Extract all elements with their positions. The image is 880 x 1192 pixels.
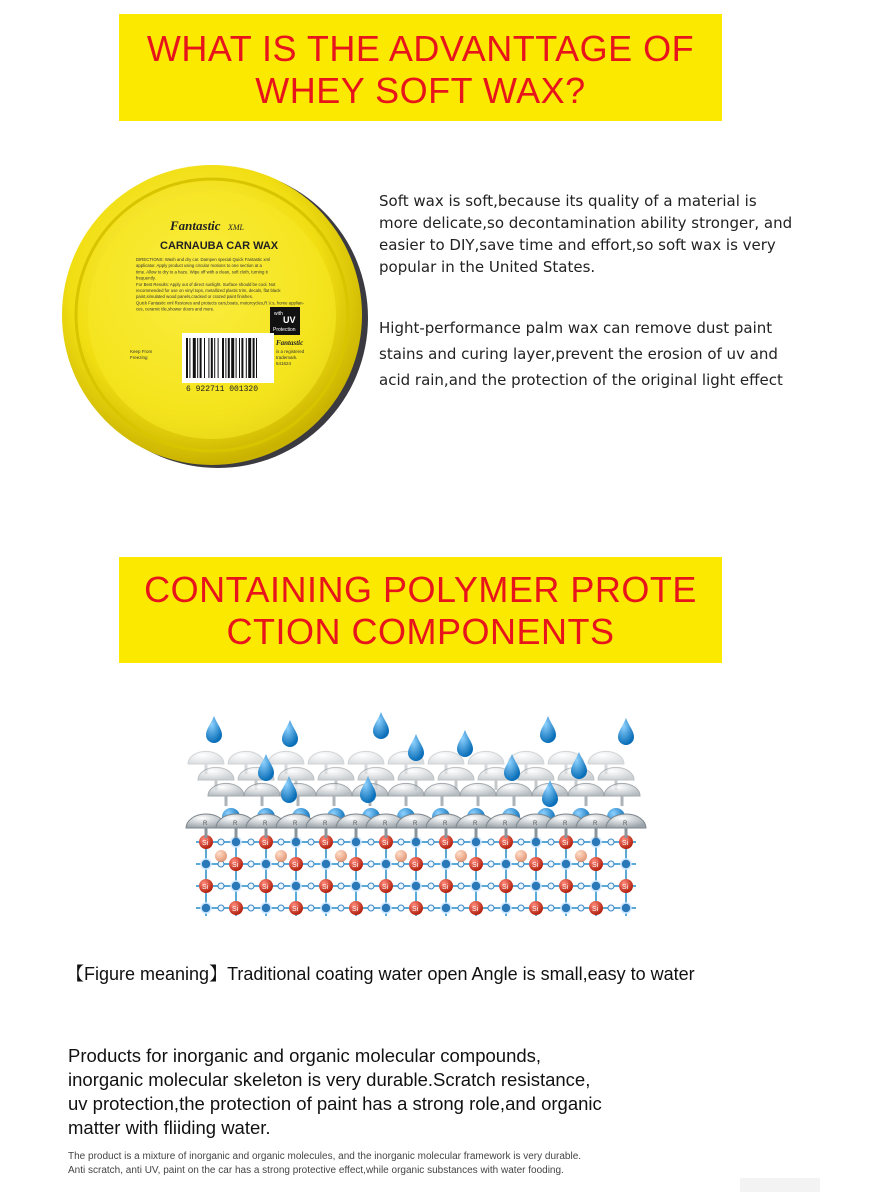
barcode-bar [189,338,190,378]
bond-node [608,883,614,889]
polymer-title-line-2: CTION COMPONENTS [226,611,615,652]
svg-text:R: R [233,821,238,827]
bond-node [218,839,224,845]
bond-node [578,883,584,889]
fine-print-line-2: Anti scratch, anti UV, paint on the car has a strong protective effect,while organic substances with water fooding. [68,1165,564,1176]
water-drop [373,712,389,739]
tin-label-line: time. Allow to dry to a haze. Wipe off with a clean, soft cloth, turning it [136,269,268,275]
figure-caption: 【Figure meaning】Traditional coating water open Angle is small,easy to water [66,964,695,984]
svg-text:Si: Si [382,840,389,847]
bond-node [368,839,374,845]
polymer-cap [208,783,244,806]
oxygen-atom [351,881,361,891]
organic-sphere [515,850,527,862]
oxygen-atom [381,859,391,869]
bond-node [398,905,404,911]
bond-node [338,839,344,845]
tin-product-name: CARNAUBA CAR WAX [160,240,279,252]
bond-node [488,905,494,911]
bond-node [488,839,494,845]
si-atom [469,857,483,871]
bond-node [248,905,254,911]
bond-node [218,883,224,889]
trademark-line-3: 641624 [276,361,292,366]
polymer-cap [568,783,604,806]
svg-text:Si: Si [622,884,629,891]
svg-text:R: R [503,821,508,827]
water-drop [408,734,424,761]
barcode-bar [239,338,240,378]
barcode-bar [246,338,247,378]
bond-node [578,905,584,911]
svg-text:Si: Si [322,840,329,847]
barcode-bar [193,338,196,378]
svg-text:R: R [203,821,208,827]
svg-text:R: R [323,821,328,827]
svg-text:R: R [383,821,388,827]
trademark-line-2: trademark. [276,355,298,360]
polymer-cap [606,814,646,838]
si-atom [589,901,603,915]
si-atom [499,879,513,893]
svg-text:R: R [443,821,448,827]
si-atom [379,879,393,893]
organic-sphere [215,850,227,862]
tin-label-line: ces, ceramic tile,shower doors and more. [136,306,215,312]
bond-node [548,905,554,911]
svg-text:Si: Si [382,884,389,891]
tin-label-line: paint,simulated wood panels,cracked or crazed paint finishes. [136,294,254,300]
bond-node [218,905,224,911]
organic-sphere [275,850,287,862]
barcode-bar [222,338,224,378]
barcode-bar [228,338,230,378]
bond-node [278,883,284,889]
water-drop [618,718,634,745]
si-atom [349,857,363,871]
si-atom [259,879,273,893]
oxygen-atom [471,881,481,891]
advantage-title-line-2: WHEY SOFT WAX? [255,70,586,111]
bond-node [248,861,254,867]
polymer-coating-diagram [176,712,666,927]
svg-text:Si: Si [562,840,569,847]
si-atom [229,857,243,871]
oxygen-atom [621,903,631,913]
bond-node [248,839,254,845]
oxygen-atom [201,859,211,869]
water-drop [540,716,556,743]
bond-node [518,883,524,889]
bond-node [248,883,254,889]
polymer-cap [244,783,280,806]
oxygen-atom [591,837,601,847]
barcode-bar [197,338,198,378]
barcode-bar [186,338,188,378]
polymer-cap [604,783,640,806]
uv-badge [270,307,300,335]
oxygen-atom [441,903,451,913]
svg-text:Si: Si [622,840,629,847]
bond-node [428,905,434,911]
fine-print [68,1150,828,1178]
svg-text:Si: Si [322,884,329,891]
products-description [68,1044,768,1140]
svg-text:Si: Si [472,906,479,913]
bond-node [548,839,554,845]
trademark-line-1: is a registered [276,349,305,354]
polymer-cap [316,783,352,806]
oxygen-atom [531,881,541,891]
bond-node [428,883,434,889]
svg-text:Si: Si [412,862,419,869]
products-line-1: Products for inorganic and organic molecular compounds, [68,1045,542,1066]
advantage-title-line-1: WHAT IS THE ADVANTTAGE OF [146,28,695,69]
si-atom [409,857,423,871]
svg-text:Si: Si [292,862,299,869]
bond-node [308,905,314,911]
svg-text:R: R [353,821,358,827]
water-drop [206,716,222,743]
svg-text:Si: Si [592,862,599,869]
tin-label-line: recommended for use on vinyl tops, metallized plastic trim, decals, flat black [136,288,281,293]
si-atom [469,901,483,915]
tin-label-line: Quick Fantastic xml Restores and protects cars,boats, motorcycles,R.V.s, home applian- [136,300,304,306]
svg-text:R: R [563,821,568,827]
bond-node [608,861,614,867]
oxygen-atom [501,859,511,869]
si-atom [589,857,603,871]
svg-text:R: R [473,821,478,827]
barcode-bar [236,338,237,378]
svg-text:Si: Si [442,840,449,847]
oxygen-atom [411,881,421,891]
fine-print-line-1: The product is a mixture of inorganic and organic molecules, and the inorganic molecular framework is very durable. [68,1151,582,1162]
tin-label-line: applicator. Apply product using circular motions to one section at a [136,263,262,269]
svg-text:Si: Si [412,906,419,913]
bond-node [368,883,374,889]
soft-wax-paragraph: Soft wax is soft,because its quality of a material is more delicate,so decontamination ability stronger, and easier to DIY,save time and effort,so soft wax is very popular in the United States. [379,192,793,276]
bond-node [338,883,344,889]
tin-label-line: For Best Results: Apply out of direct sunlight. Surface should be cool. Not [136,281,276,287]
products-line-2: inorganic molecular skeleton is very durable.Scratch resistance, [68,1069,591,1090]
polymer-cap [424,783,460,806]
water-drop [457,730,473,757]
bond-node [608,839,614,845]
si-atom [439,879,453,893]
svg-text:Si: Si [232,862,239,869]
svg-text:Si: Si [352,862,359,869]
si-atom [289,901,303,915]
bond-node [398,883,404,889]
bond-node [308,861,314,867]
svg-text:Si: Si [532,862,539,869]
si-atom [529,901,543,915]
tin-brand: Fantastic [170,218,221,233]
barcode-bar [214,338,215,378]
uv-badge-main: UV [283,315,296,325]
bond-node [278,839,284,845]
barcode-bar [204,338,205,378]
si-atom [199,879,213,893]
barcode-bar [231,338,234,378]
barcode-bar [218,338,219,378]
svg-text:Si: Si [352,906,359,913]
barcode-bar [253,338,255,378]
corner-shade [740,1178,820,1192]
bond-node [548,861,554,867]
oxygen-atom [381,903,391,913]
bond-node [368,905,374,911]
oxygen-atom [291,837,301,847]
si-atom [349,901,363,915]
tin-brand-suffix: XML [228,223,244,232]
polymer-title-banner [119,557,722,663]
barcode-bar [211,338,213,378]
oxygen-atom [231,837,241,847]
svg-text:R: R [263,821,268,827]
svg-text:Si: Si [262,840,269,847]
polymer-cap [496,783,532,806]
uv-badge-top: with [274,311,283,317]
svg-text:Si: Si [442,884,449,891]
svg-text:R: R [413,821,418,827]
oxygen-atom [291,881,301,891]
bond-node [488,883,494,889]
organic-sphere [455,850,467,862]
products-line-3: uv protection,the protection of paint has a strong role,and organic [68,1093,602,1114]
bond-node [458,883,464,889]
svg-text:Si: Si [472,862,479,869]
svg-text:R: R [623,821,628,827]
bond-node [608,905,614,911]
svg-text:R: R [293,821,298,827]
bond-node [338,905,344,911]
palm-wax-paragraph: Hight-performance palm wax can remove dust paint stains and curing layer,prevent the erosion of uv and acid rain,and the protection of the original light effect [379,319,783,389]
si-atom [229,901,243,915]
svg-text:R: R [533,821,538,827]
svg-text:Fantastic: Fantastic [276,339,304,347]
barcode-bar [256,338,257,378]
barcode-bar [225,338,226,378]
barcode-bar [208,338,209,378]
si-atom [529,857,543,871]
bond-node [518,839,524,845]
small-brand-mark [276,339,303,347]
bond-node [458,839,464,845]
bond-node [368,861,374,867]
oxygen-atom [201,903,211,913]
polymer-cap [388,783,424,806]
svg-text:Si: Si [202,884,209,891]
svg-text:R: R [593,821,598,827]
oxygen-atom [561,903,571,913]
bond-node [308,839,314,845]
oxygen-atom [441,859,451,869]
bond-node [488,861,494,867]
organic-sphere [335,850,347,862]
bond-node [458,905,464,911]
barcode-bar [200,338,202,378]
svg-text:Si: Si [292,906,299,913]
svg-text:Si: Si [232,906,239,913]
svg-text:Si: Si [532,906,539,913]
oxygen-atom [321,859,331,869]
uv-badge-sub: Protection [273,327,296,333]
water-drop [282,720,298,747]
oxygen-atom [321,903,331,913]
svg-text:Si: Si [502,840,509,847]
oxygen-atom [261,903,271,913]
tin-keep-from: Keep From [130,349,153,354]
bond-node [518,905,524,911]
bond-node [428,861,434,867]
oxygen-atom [501,903,511,913]
oxygen-atom [411,837,421,847]
bond-node [278,905,284,911]
tin-label-line: frequently. [136,275,156,281]
si-atom [559,879,573,893]
si-atom [619,879,633,893]
svg-text:Si: Si [562,884,569,891]
tin-freezing: Freezing [130,355,148,360]
si-atom [289,857,303,871]
barcode-number: 6 922711 001320 [186,385,259,394]
oxygen-atom [621,859,631,869]
oxygen-atom [471,837,481,847]
organic-sphere [575,850,587,862]
si-atom [319,879,333,893]
products-line-4: matter with fliiding water. [68,1117,271,1138]
bond-node [398,839,404,845]
barcode-bar [241,338,243,378]
bond-node [548,883,554,889]
barcode-bar [248,338,251,378]
si-atom [409,901,423,915]
bond-node [578,839,584,845]
oxygen-atom [531,837,541,847]
oxygen-atom [351,837,361,847]
polymer-cap [460,783,496,806]
car-wax-tin-image [52,155,372,475]
tin-label-line: DIRECTIONS: Wash and dry car. Dampen special Quick Fantastic xml [136,257,271,262]
oxygen-atom [261,859,271,869]
advantage-title-banner [119,14,722,121]
bond-node [308,883,314,889]
organic-sphere [395,850,407,862]
svg-text:Si: Si [502,884,509,891]
svg-text:Si: Si [592,906,599,913]
svg-text:Si: Si [202,840,209,847]
bond-node [428,839,434,845]
oxygen-atom [231,881,241,891]
svg-text:Si: Si [262,884,269,891]
oxygen-atom [591,881,601,891]
polymer-title-line-1: CONTAINING POLYMER PROTE [144,569,697,610]
oxygen-atom [561,859,571,869]
